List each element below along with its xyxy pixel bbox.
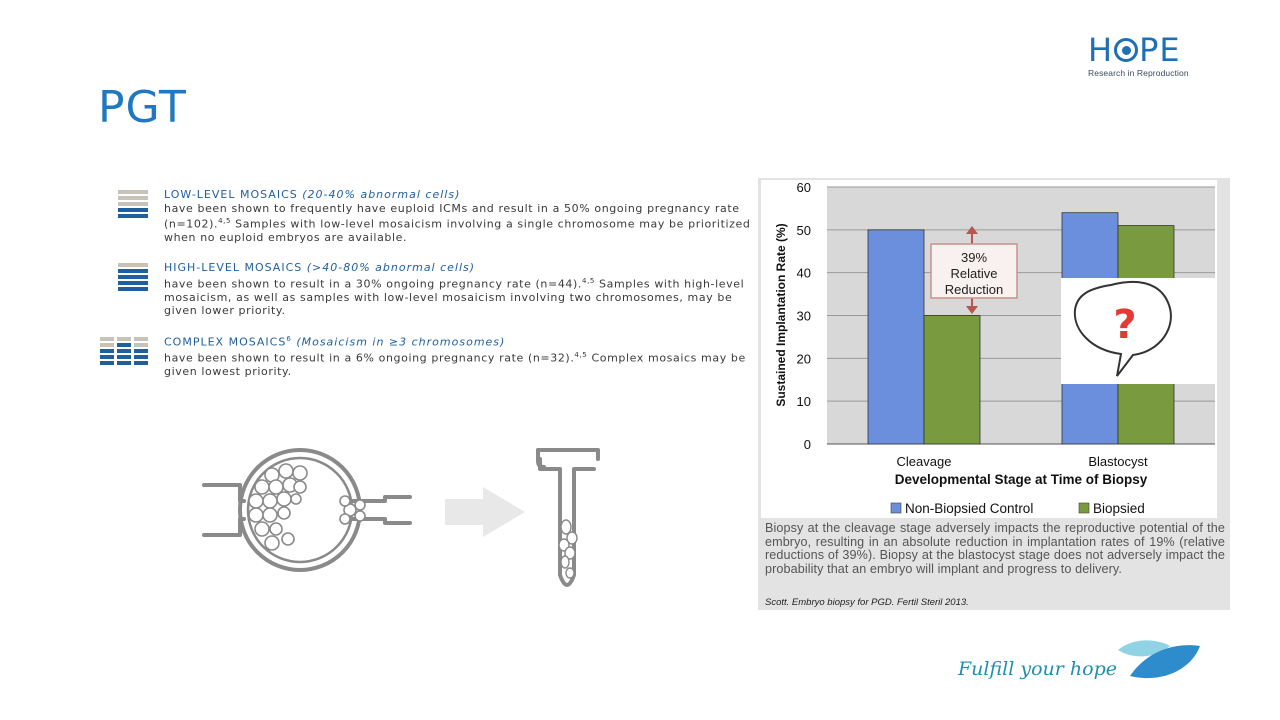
chart-caption: Biopsy at the cleavage stage adversely impacts the reproductive potential of the embryo, resulting in an absolute reduction in implantation rates of 19% (relative reductions of 39%). Biopsy at the blastocyst stage does not adversely impact the probability that an embryo will implant and progress to delivery. bbox=[765, 521, 1225, 576]
complex-mosaic-icon bbox=[100, 335, 148, 367]
x-tick-label: Cleavage bbox=[896, 454, 952, 469]
mosaic-text bbox=[164, 188, 754, 245]
bar-biopsied-cleavage bbox=[924, 316, 980, 445]
y-axis-label: Sustained Implantation Rate (%) bbox=[774, 223, 788, 407]
logo-word-right: PE bbox=[1139, 31, 1181, 69]
logo-wordmark bbox=[1088, 33, 1208, 67]
legend-label-control: Non-Biopsied Control bbox=[905, 501, 1034, 516]
legend-swatch-control bbox=[891, 503, 901, 513]
eye-icon bbox=[1114, 38, 1138, 62]
y-tick-label: 30 bbox=[796, 308, 811, 324]
chart-legend bbox=[891, 501, 1145, 516]
arrow-right-icon bbox=[445, 487, 525, 537]
y-tick-label: 40 bbox=[796, 265, 811, 281]
mosaic-heading: HIGH-LEVEL MOSAICS (>40-80% abnormal cells) bbox=[164, 261, 476, 274]
leaf-logo-icon bbox=[1112, 636, 1204, 684]
mosaic-body: have been shown to result in a 30% ongoing pregnancy rate (n=44).$^{4,5}$ Samples with high-level mosaicism, as well as samples with low-level mosaicism involving two chromosomes, may be given lower priority. bbox=[164, 276, 745, 318]
embryo-biopsy-illustration bbox=[200, 435, 620, 605]
mosaic-text bbox=[164, 333, 754, 379]
tagline: Fulfill your hope bbox=[958, 658, 1117, 680]
logo-subtitle: Research in Reproduction bbox=[1088, 68, 1189, 78]
logo-word-left: H bbox=[1088, 31, 1114, 69]
legend-swatch-biopsied bbox=[1079, 503, 1089, 513]
mosaic-heading: LOW-LEVEL MOSAICS (20-40% abnormal cells) bbox=[164, 188, 461, 201]
y-tick-label: 60 bbox=[796, 180, 811, 195]
implantation-bar-chart bbox=[761, 180, 1217, 518]
x-tick-label: Blastocyst bbox=[1088, 454, 1148, 469]
y-tick-label: 20 bbox=[796, 351, 811, 367]
question-bubble-overlay bbox=[1061, 278, 1217, 384]
mosaic-body: have been shown to frequently have euploid ICMs and result in a 50% ongoing pregnancy rate (n=102).$^{4,5}$ Samples with low-level mosaicism involving a single chromosome may be prioritized when no euploid embryos are available. bbox=[164, 201, 751, 245]
low-mosaic-icon bbox=[118, 190, 166, 220]
mosaic-body: have been shown to result in a 6% ongoing pregnancy rate (n=32).$^{4,5}$ Complex mosaics may be given lowest priority. bbox=[164, 351, 746, 379]
legend-label-biopsied: Biopsied bbox=[1093, 501, 1145, 516]
hope-logo bbox=[1088, 33, 1208, 78]
annotation-line3: Reduction bbox=[944, 282, 1004, 297]
x-axis-label: Developmental Stage at Time of Biopsy bbox=[894, 472, 1148, 487]
annotation-line1: 39% bbox=[960, 250, 988, 265]
y-tick-label: 50 bbox=[796, 222, 811, 238]
page-title: PGT bbox=[98, 82, 187, 133]
bar-control-cleavage bbox=[868, 230, 924, 444]
high-mosaic-icon bbox=[118, 263, 166, 293]
mosaic-text bbox=[164, 261, 754, 318]
question-mark-icon: ? bbox=[1113, 302, 1137, 348]
annotation-line2: Relative bbox=[950, 266, 998, 281]
mosaic-heading: COMPLEX MOSAICS$^6$ (Mosaicism in ≥3 chromosomes) bbox=[164, 335, 506, 349]
y-tick-label: 10 bbox=[796, 394, 811, 410]
chart-citation: Scott. Embryo biopsy for PGD. Fertil Steril 2013. bbox=[765, 597, 969, 608]
y-tick-label: 0 bbox=[803, 437, 811, 452]
